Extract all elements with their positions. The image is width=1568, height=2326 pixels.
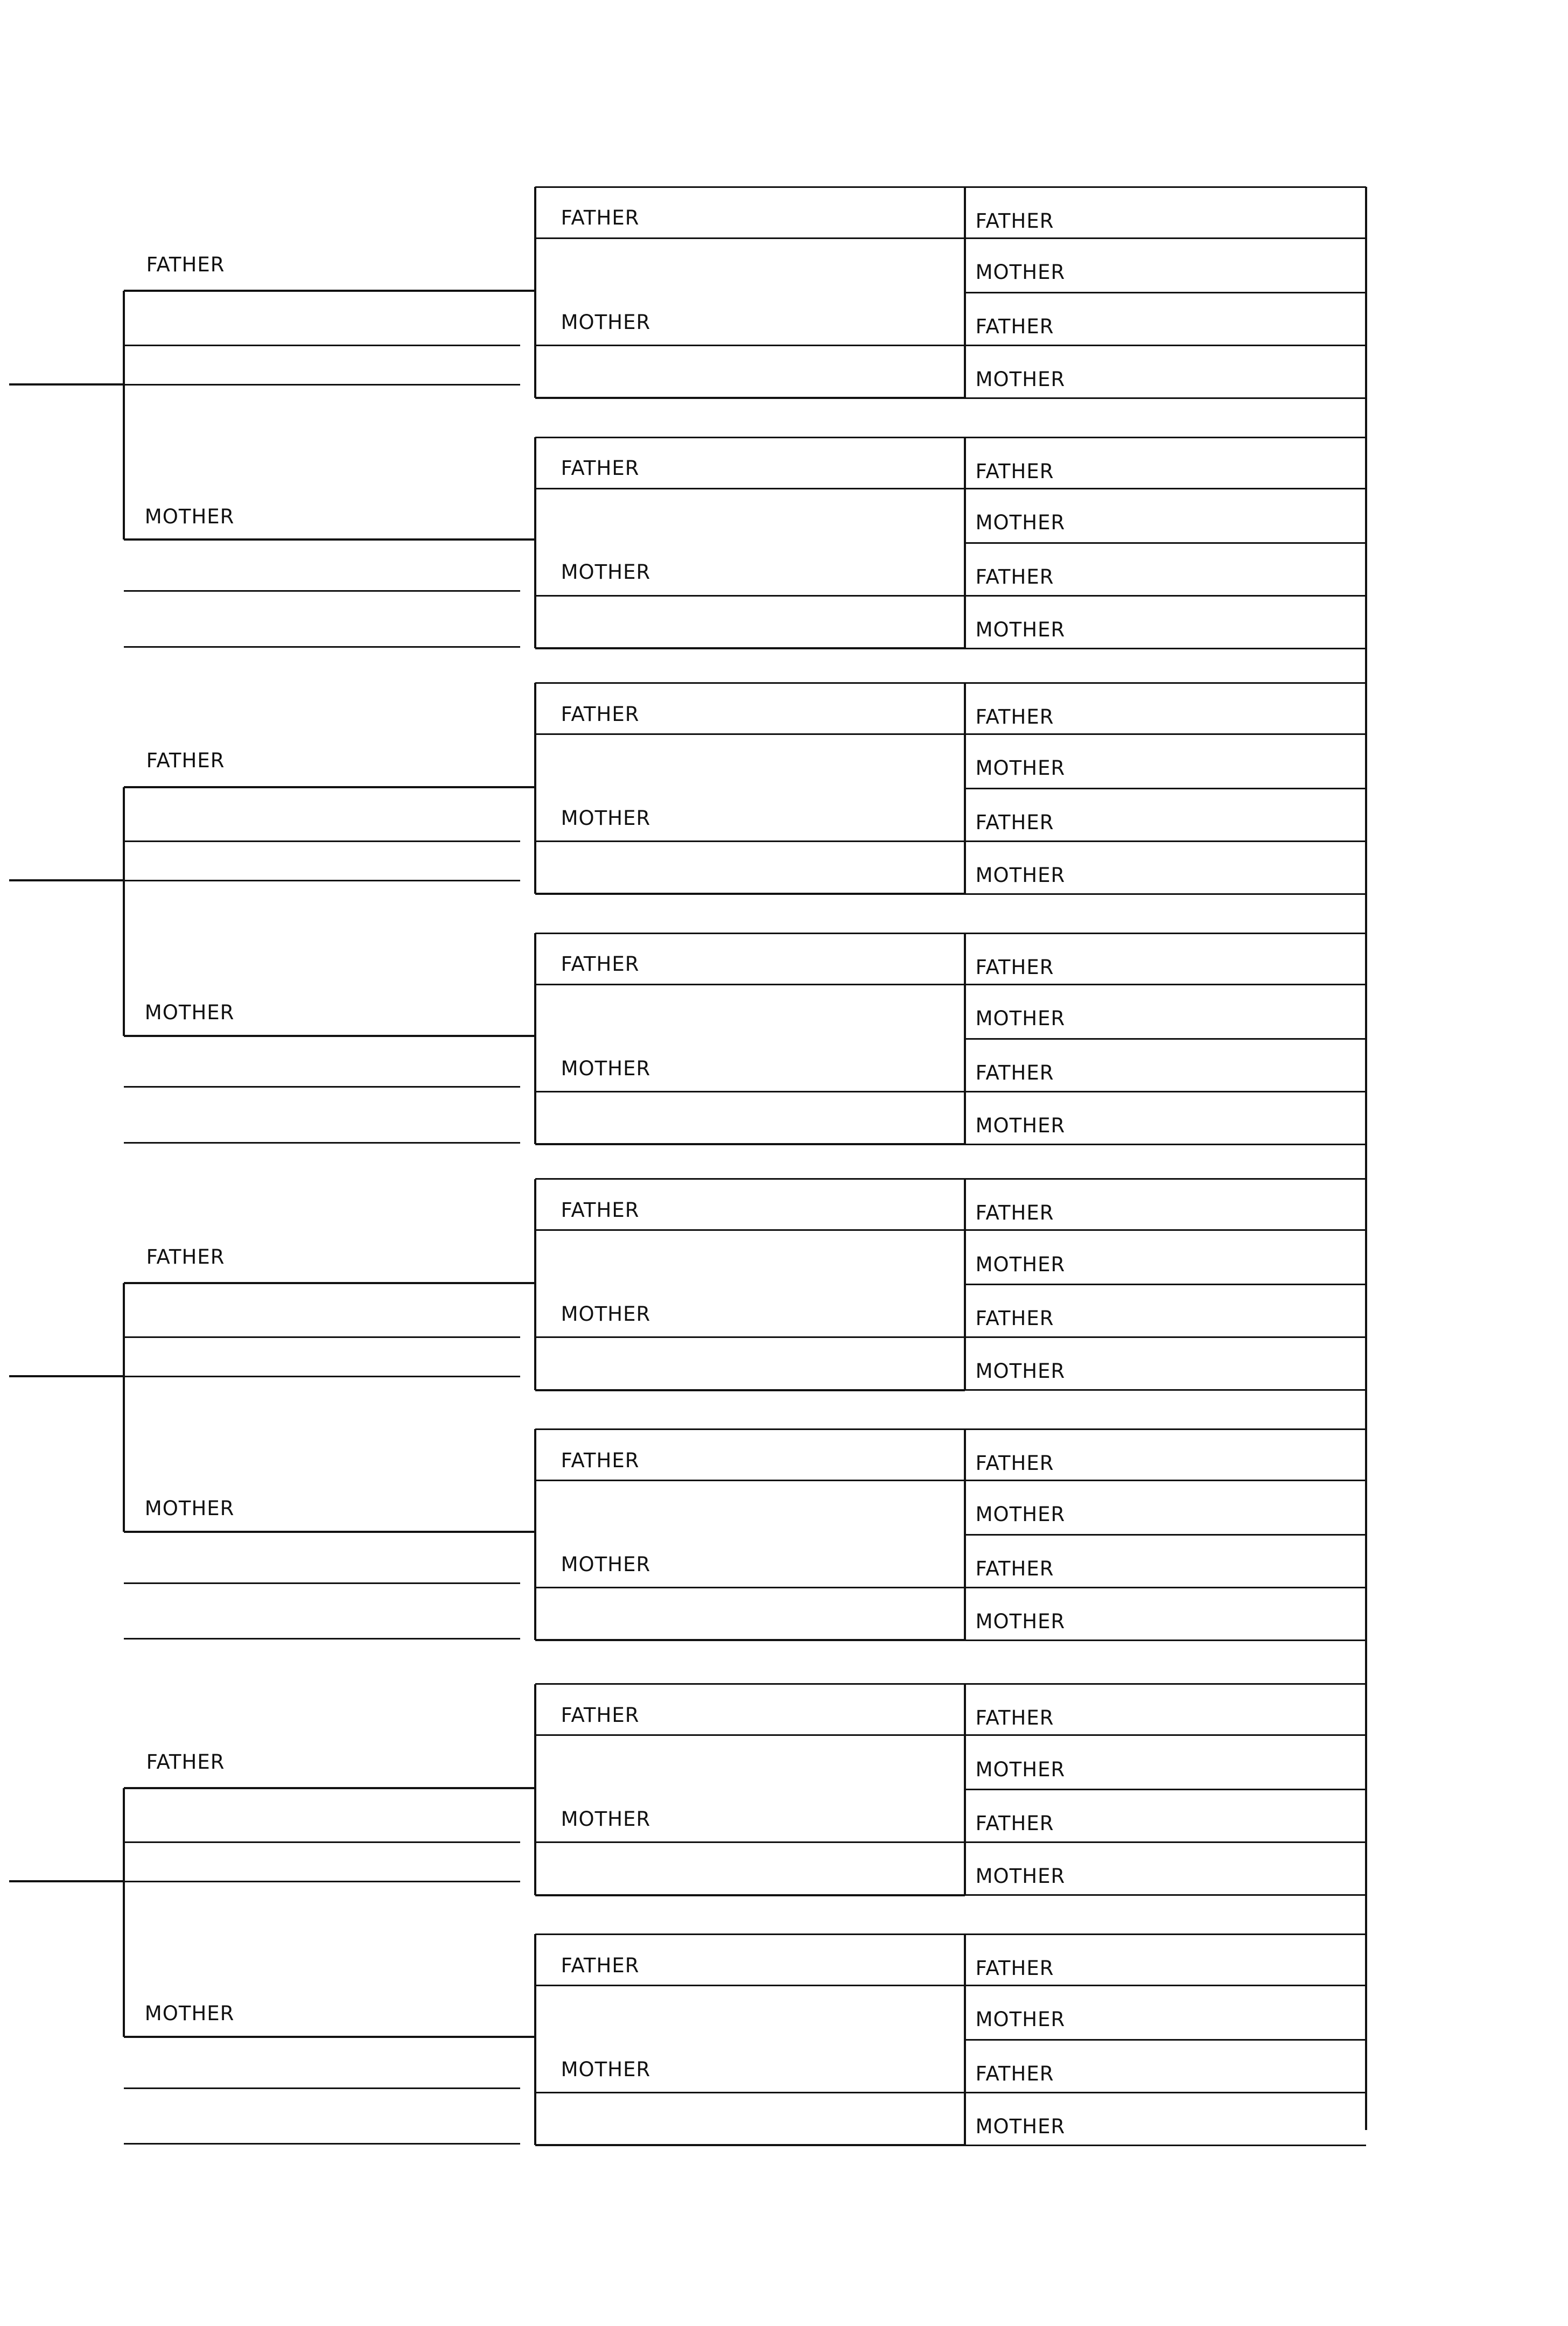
- great-grandfather-label: FATHER: [975, 705, 1054, 729]
- subject-entry-line: [9, 1880, 124, 1882]
- great-grandparent-row-line: [965, 984, 1366, 985]
- form-right-border: [1365, 187, 1367, 2130]
- great-grandmother-label: MOTHER: [975, 1757, 1066, 1781]
- grandmother-label: MOTHER: [561, 1056, 651, 1080]
- great-grandfather-label: FATHER: [975, 1557, 1054, 1581]
- great-grandparent-row-line: [965, 1734, 1366, 1736]
- great-grandparent-row-line: [965, 1640, 1366, 1641]
- great-grandparent-row-line: [965, 733, 1366, 735]
- mother-detail-line: [124, 1142, 520, 1144]
- father-detail-line: [124, 1336, 520, 1338]
- grandmother-label: MOTHER: [561, 310, 651, 334]
- grandparent-bracket: [534, 187, 536, 398]
- grandparent-bottom-line: [535, 1143, 965, 1145]
- great-grandmother-label: MOTHER: [975, 1252, 1066, 1276]
- great-grandfather-label: FATHER: [975, 1957, 1054, 1980]
- grandparent-bottom-line: [535, 647, 965, 649]
- grandfather-label: FATHER: [561, 206, 640, 230]
- great-grandmother-label: MOTHER: [975, 1503, 1066, 1526]
- great-grandfather-label: FATHER: [975, 956, 1054, 979]
- parent-father-label: FATHER: [146, 1750, 225, 1774]
- grandmother-label: MOTHER: [561, 1552, 651, 1576]
- great-grandmother-label: MOTHER: [975, 368, 1066, 391]
- great-grandmother-label: MOTHER: [975, 511, 1066, 534]
- great-grandfather-label: FATHER: [975, 1706, 1054, 1730]
- block-top-line: [535, 933, 1366, 934]
- great-grandmother-label: MOTHER: [975, 261, 1066, 284]
- great-grandparent-row-line: [965, 1091, 1366, 1092]
- block-top-line: [535, 1428, 1366, 1430]
- grandparent-bottom-line: [535, 1894, 965, 1896]
- great-grandparent-row-line: [965, 1038, 1366, 1040]
- great-grandfather-label: FATHER: [975, 209, 1054, 233]
- subject-entry-line: [9, 879, 124, 881]
- grandparent-row-line: [535, 1985, 965, 1986]
- great-grandparent-row-line: [965, 397, 1366, 399]
- grandparent-bracket: [534, 1179, 536, 1390]
- grandmother-label: MOTHER: [561, 561, 651, 584]
- mother-detail-line: [124, 1086, 520, 1088]
- parent-mother-label: MOTHER: [144, 2002, 235, 2026]
- grandparent-row-line: [535, 345, 965, 346]
- great-grandparent-row-line: [965, 1587, 1366, 1588]
- great-grandfather-label: FATHER: [975, 565, 1054, 588]
- great-grandfather-label: FATHER: [975, 1061, 1054, 1084]
- great-grandfather-label: FATHER: [975, 1452, 1054, 1475]
- grandparent-row-line: [535, 1587, 965, 1588]
- father-detail-line: [124, 384, 520, 386]
- grandparent-bracket: [534, 1684, 536, 1895]
- grandparent-row-line: [535, 1091, 965, 1092]
- great-grandmother-label: MOTHER: [975, 618, 1066, 641]
- great-grandparent-row-line: [965, 1284, 1366, 1285]
- great-grandparent-row-line: [965, 1389, 1366, 1391]
- mother-detail-line: [124, 2143, 520, 2145]
- parent-mother-label: MOTHER: [144, 1001, 235, 1024]
- great-grandfather-label: FATHER: [975, 315, 1054, 338]
- mother-name-line: [124, 538, 535, 541]
- great-grandparent-row-line: [965, 788, 1366, 789]
- great-grandfather-label: FATHER: [975, 1812, 1054, 1835]
- father-detail-line: [124, 880, 520, 881]
- grandmother-label: MOTHER: [561, 1807, 651, 1831]
- grandfather-label: FATHER: [561, 457, 640, 480]
- grandparent-row-line: [535, 1229, 965, 1231]
- block-top-line: [535, 1933, 1366, 1935]
- grandparent-bottom-line: [535, 893, 965, 895]
- great-grandfather-label: FATHER: [975, 1201, 1054, 1225]
- grandmother-label: MOTHER: [561, 2057, 651, 2081]
- grandparent-row-line: [535, 595, 965, 597]
- grandfather-label: FATHER: [561, 1448, 640, 1472]
- parent-mother-label: MOTHER: [144, 505, 235, 528]
- great-grandfather-label: FATHER: [975, 2062, 1054, 2086]
- great-grandparent-row-line: [965, 648, 1366, 649]
- great-grandmother-label: MOTHER: [975, 1865, 1066, 1888]
- great-grandmother-label: MOTHER: [975, 864, 1066, 887]
- grandparent-bracket: [534, 683, 536, 894]
- father-detail-line: [124, 1841, 520, 1843]
- block-top-line: [535, 1178, 1366, 1180]
- parent-bracket: [123, 1788, 125, 2037]
- father-detail-line: [124, 1881, 520, 1882]
- great-grandmother-label: MOTHER: [975, 1114, 1066, 1137]
- grandfather-label: FATHER: [561, 1953, 640, 1977]
- parent-bracket: [123, 787, 125, 1036]
- great-grandparent-row-line: [965, 1789, 1366, 1790]
- mother-detail-line: [124, 590, 520, 592]
- great-grandparent-row-line: [965, 1229, 1366, 1231]
- block-top-line: [535, 186, 1366, 188]
- great-grandparent-row-line: [965, 1534, 1366, 1536]
- father-detail-line: [124, 840, 520, 842]
- great-grandmother-label: MOTHER: [975, 2008, 1066, 2031]
- father-name-line: [124, 1282, 535, 1284]
- grandparent-bottom-line: [535, 2144, 965, 2146]
- great-grandparent-row-line: [965, 1894, 1366, 1896]
- grandmother-label: MOTHER: [561, 1302, 651, 1326]
- block-top-line: [535, 682, 1366, 684]
- grandfather-label: FATHER: [561, 1198, 640, 1222]
- great-grandparent-row-line: [965, 1985, 1366, 1986]
- grandparent-row-line: [535, 237, 965, 239]
- great-grandmother-label: MOTHER: [975, 1007, 1066, 1031]
- grandparent-bottom-line: [535, 1389, 965, 1391]
- great-grandparent-row-line: [965, 1480, 1366, 1481]
- grandparent-bracket: [534, 1429, 536, 1640]
- father-detail-line: [124, 1376, 520, 1377]
- great-grandparent-row-line: [965, 2145, 1366, 2146]
- parent-bracket: [123, 291, 125, 540]
- grandfather-label: FATHER: [561, 1703, 640, 1727]
- grandmother-label: MOTHER: [561, 806, 651, 830]
- father-name-line: [124, 786, 535, 788]
- grandparent-bottom-line: [535, 1639, 965, 1641]
- great-grandparent-row-line: [965, 595, 1366, 597]
- mother-detail-line: [124, 1638, 520, 1640]
- great-grandparent-row-line: [965, 1336, 1366, 1338]
- great-grandmother-label: MOTHER: [975, 756, 1066, 780]
- great-grandparent-row-line: [965, 893, 1366, 895]
- great-grandparent-row-line: [965, 345, 1366, 346]
- grandfather-label: FATHER: [561, 702, 640, 726]
- grandparent-row-line: [535, 1734, 965, 1736]
- grandparent-row-line: [535, 1841, 965, 1843]
- grandparent-bracket: [534, 1934, 536, 2145]
- great-grandparent-row-line: [965, 237, 1366, 239]
- subject-entry-line: [9, 383, 124, 386]
- block-top-line: [535, 1683, 1366, 1685]
- grandparent-row-line: [535, 2092, 965, 2093]
- grandparent-row-line: [535, 488, 965, 489]
- grandparent-row-line: [535, 840, 965, 842]
- subject-entry-line: [9, 1375, 124, 1377]
- great-grandparent-row-line: [965, 1841, 1366, 1843]
- great-grandmother-label: MOTHER: [975, 1610, 1066, 1634]
- great-grandparent-row-line: [965, 542, 1366, 544]
- mother-detail-line: [124, 2087, 520, 2089]
- mother-name-line: [124, 1035, 535, 1037]
- great-grandmother-label: MOTHER: [975, 1360, 1066, 1383]
- great-grandfather-label: FATHER: [975, 459, 1054, 483]
- great-grandparent-row-line: [965, 488, 1366, 489]
- parent-father-label: FATHER: [146, 749, 225, 773]
- mother-name-line: [124, 2036, 535, 2038]
- great-grandparent-row-line: [965, 2092, 1366, 2093]
- father-detail-line: [124, 345, 520, 346]
- grandparent-row-line: [535, 984, 965, 985]
- parent-father-label: FATHER: [146, 253, 225, 277]
- mother-detail-line: [124, 646, 520, 648]
- parent-mother-label: MOTHER: [144, 1497, 235, 1521]
- mother-name-line: [124, 1531, 535, 1533]
- block-top-line: [535, 437, 1366, 438]
- great-grandparent-row-line: [965, 292, 1366, 293]
- great-grandfather-label: FATHER: [975, 811, 1054, 835]
- grandfather-label: FATHER: [561, 952, 640, 976]
- grandparent-bottom-line: [535, 397, 965, 399]
- grandparent-row-line: [535, 733, 965, 735]
- parent-bracket: [123, 1283, 125, 1532]
- grandparent-bracket: [534, 437, 536, 648]
- grandparent-bracket: [534, 933, 536, 1144]
- great-grandparent-row-line: [965, 2039, 1366, 2041]
- great-grandfather-label: FATHER: [975, 1307, 1054, 1330]
- mother-detail-line: [124, 1582, 520, 1584]
- great-grandparent-row-line: [965, 1144, 1366, 1145]
- parent-father-label: FATHER: [146, 1245, 225, 1269]
- father-name-line: [124, 290, 535, 292]
- grandparent-row-line: [535, 1336, 965, 1338]
- great-grandmother-label: MOTHER: [975, 2115, 1066, 2139]
- grandparent-row-line: [535, 1480, 965, 1481]
- father-name-line: [124, 1787, 535, 1789]
- great-grandparent-row-line: [965, 840, 1366, 842]
